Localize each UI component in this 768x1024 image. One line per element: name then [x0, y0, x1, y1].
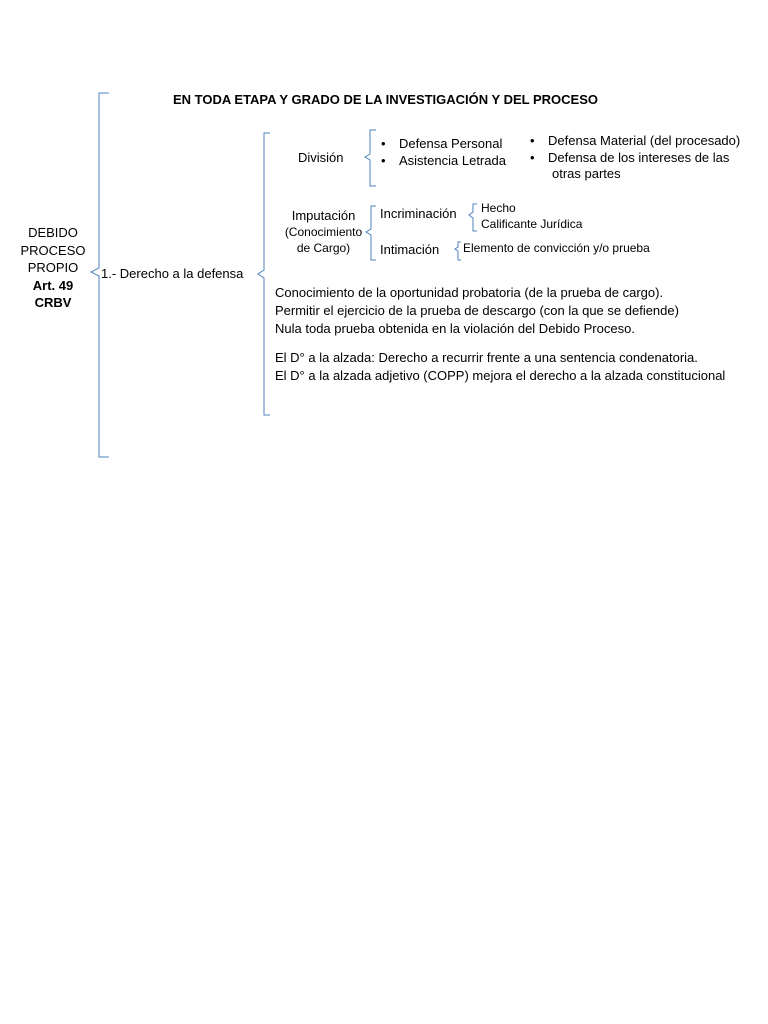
division-right-list: [526, 133, 740, 182]
paragraph-2-line-2: El D° a la alzada adjetivo (COPP) mejora el derecho a la alzada constitucional: [275, 368, 726, 383]
incriminacion-items: [481, 200, 582, 232]
incriminacion-bracket: [469, 204, 477, 231]
division-item-4: • Defensa de los intereses de las: [526, 150, 740, 166]
branch-derecho-defensa: 1.- Derecho a la defensa: [101, 266, 244, 281]
paragraph-1-line-2: Permitir el ejercicio de la prueba de descargo (con la que se defiende): [275, 303, 679, 318]
intimacion-label: Intimación: [380, 242, 440, 257]
incriminacion-label: Incriminación: [380, 206, 457, 221]
imputacion-node: [280, 208, 367, 256]
division-item-3: • Defensa Material (del procesado): [526, 133, 740, 149]
division-bracket: [365, 130, 376, 186]
root-line-3: PROPIO: [27, 260, 79, 275]
root-line-4: Art. 49: [32, 277, 74, 293]
paragraph-2: [275, 349, 725, 385]
root-line-1: DEBIDO: [28, 225, 78, 240]
division-item-4-cont: otras partes: [552, 166, 621, 181]
intimacion-item: Elemento de convicción y/o prueba: [463, 241, 650, 255]
paragraph-2-line-1: El D° a la alzada: Derecho a recurrir frente a una sentencia condenatoria.: [275, 350, 698, 365]
paragraph-1-line-3: Nula toda prueba obtenida en la violación del Debido Proceso.: [275, 321, 635, 336]
root-line-2: PROCESO: [20, 242, 86, 258]
incriminacion-item-1: Hecho: [481, 201, 516, 215]
imputacion-line-1: Imputación: [291, 208, 356, 223]
paragraph-1-line-1: Conocimiento de la oportunidad probatoria (de la prueba de cargo).: [275, 285, 664, 300]
imputacion-bracket: [366, 206, 376, 260]
division-left-list: [377, 136, 506, 169]
division-item-1: • Defensa Personal: [377, 136, 506, 152]
root-node: [13, 224, 93, 312]
intimacion-bracket: [455, 242, 461, 260]
incriminacion-item-2: Calificante Jurídica: [481, 217, 583, 231]
diagram-heading: EN TODA ETAPA Y GRADO DE LA INVESTIGACIÓN Y DEL PROCESO: [173, 92, 598, 107]
division-item-2: • Asistencia Letrada: [377, 153, 506, 169]
imputacion-line-3: de Cargo): [296, 241, 351, 255]
defensa-bracket: [258, 133, 270, 415]
root-line-5: CRBV: [34, 295, 72, 310]
imputacion-line-2: (Conocimiento: [284, 225, 363, 239]
division-label: División: [298, 150, 344, 165]
paragraph-1: [275, 284, 679, 338]
